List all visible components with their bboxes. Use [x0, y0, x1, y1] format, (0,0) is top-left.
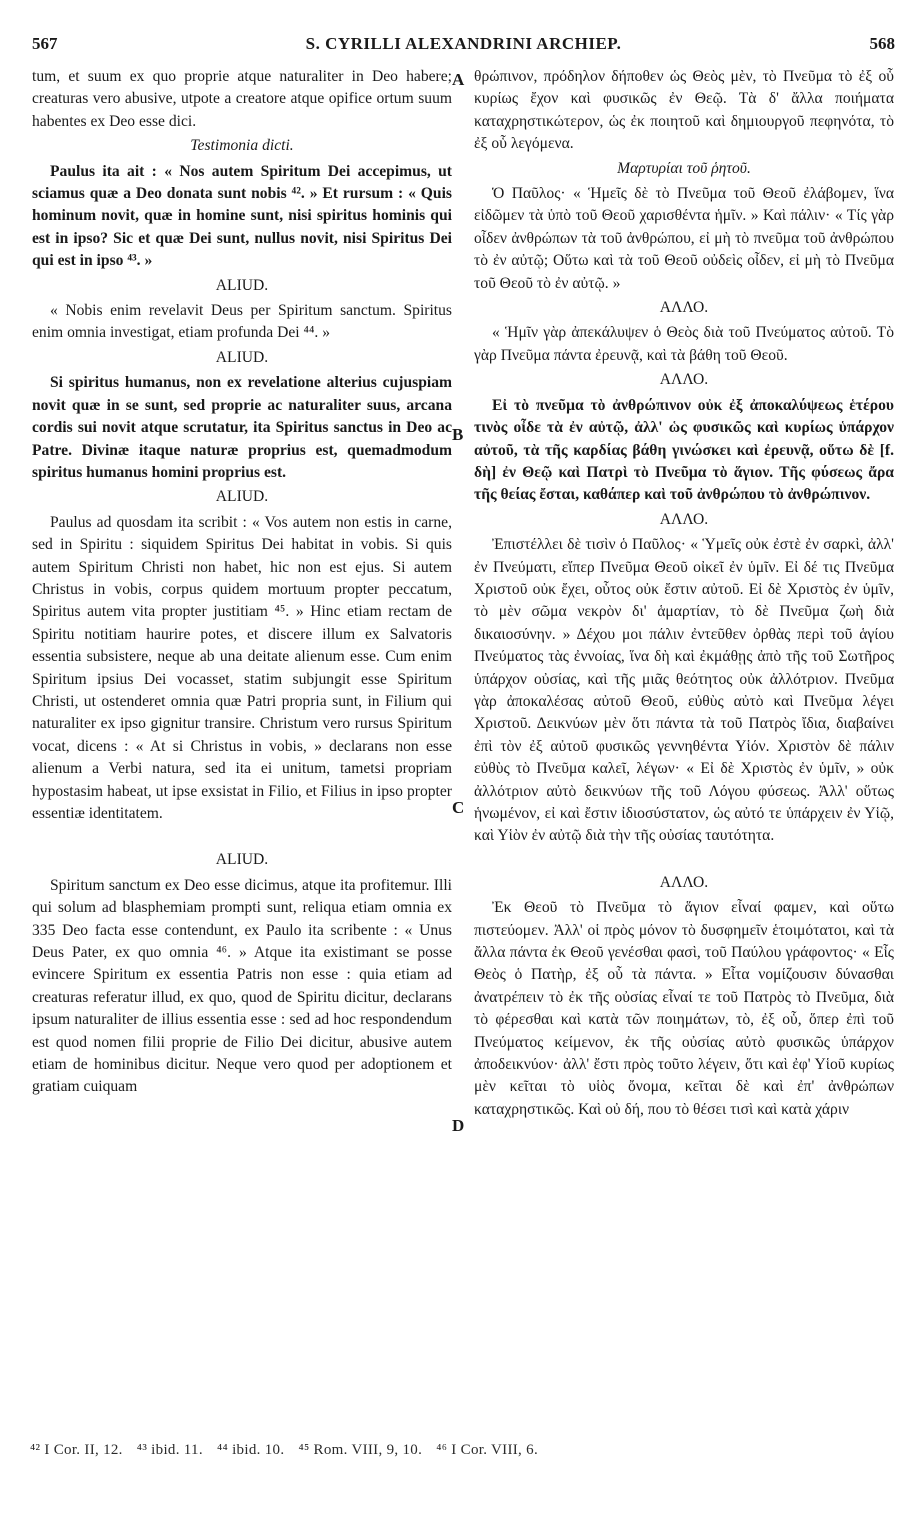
latin-aliud-2: Si spiritus humanus, non ex revelatione alterius cujuspiam novit quæ in se sunt, sed proprie ac naturaliter suus, arcana cordis sui novit atque scrutatur, ita Spiritus sanctus in Deo ac Patre. Divinæ itaque naturæ proprius est, quemadmodum spiritus humanus homini proprius est. [32, 374, 452, 481]
greek-allo-2: Εἰ τὸ πνεῦμα τὸ ἀνθρώπινον οὐκ ἐξ ἀποκαλύψεως ἑτέρου τινὸς οἶδε τὰ ἐν αὐτῷ, ἀλλ' ὡς φυσικῶς καὶ κυρίως ὑπάρχον αὐτοῦ, τὰ τῆς καρδίας βάθη γινώσκει καὶ ἐρευνᾷ, οὕτω δὲ [f. δὴ] ἐν Θεῷ καὶ Πατρὶ τὸ Πνεῦμα τὸ ἅγιον. Τῆς φύσεως ἄρα τῆς θείας ἔσται, καθάπερ καὶ τοῦ ἀνθρώπου τὸ ἀνθρώπινον. [474, 396, 894, 504]
greek-allo-4: Ἐκ Θεοῦ τὸ Πνεῦμα τὸ ἅγιον εἶναί φαμεν, καὶ οὕτω πιστεύομεν. Ἀλλ' οἱ πρὸς μόνον τὸ δυσφημεῖν ἑτοιμότατοι, καὶ τὰ ἄλλα πάντα ἐκ Θεοῦ γενέσθαι φασὶ, τοῦ Παύλου γράφοντος· « Εἷς Θεὸς ὁ Πατὴρ, ἐξ οὗ τὰ πάντα. » Εἶτα νομίζουσιν δύνασθαι ἀνατρέπειν τὸ ἐκ τῆς οὐσίας εἶναί τε τοῦ Πατρὸς τὸ Πνεῦμα, διὰ τὸ φέρεσθαι καὶ κατὰ τῶν ποιημάτων, τὸ, ἐξ οὗ, ὅπερ ἐπὶ τοῦ Πνεύματος κείμενον, ἐκ τῆς οὐσίας αὐτὸ φυσικῶς ὑπάρχον ἀποδεικνύον· ἀλλ' ἔστι πρὸς τοῦτο λέγειν, ὅτι καὶ ἐφ' Υἱοῦ κυρίως μὲν κεῖται τὸ υἱὸς ὄνομα, κεῖται δὲ καὶ ἐπ' ἀνθρώπων καταχρηστικῶς. Καὶ οὐ δή, που τὸ θέσει τισὶ καὶ κατὰ χάριν [474, 899, 894, 1118]
footnote-45: ⁴⁵ Rom. VIII, 9, 10. [298, 1442, 423, 1458]
margin-marker-a: A [452, 70, 465, 89]
greek-allo-3: Ἐπιστέλλει δὲ τισὶν ὁ Παῦλος· « Ὑμεῖς οὐκ ἐστὲ ἐν σαρκὶ, ἀλλ' ἐν Πνεύματι, εἴπερ Πνεῦμα Θεοῦ οἰκεῖ ἐν ὑμῖν. Εἰ δέ τις Πνεῦμα Χριστοῦ οὐκ ἔχει, οὗτος οὐκ ἔστιν αὐτοῦ. Εἰ δὲ Χριστὸς ἐν ὑμῖν, τὸ μὲν σῶμα νεκρὸν δι' ἁμαρτίαν, τὸ δὲ Πνεῦμα ζωὴ διὰ δικαιοσύνην. » Δέχου μοι πάλιν ἐντεῦθεν ὀρθὰς περὶ τοῦ ἁγίου Πνεύματος τὰς ἐννοίας, ἵνα δὴ καὶ ἐκμάθῃς ἀπὸ τῆς τοῦ Σωτῆρος ὑπάρχον οὐσίας, καὶ τῆς μιᾶς θεότητος οὐκ ἀλλότριον. Πνεῦμα γὰρ ἀποκαλέσας αὐτοῦ Θεοῦ, εὐθὺς αὐτὸ καὶ Πνεῦμα λέγει Χριστοῦ. Δεικνύων μὲν ὅτι πάντα τὰ τοῦ Πατρὸς ἴδια, διαβαίνει ἐπὶ τὸν ἐξ αὐτοῦ φυσικῶς γεννηθέντα Υἱόν. Χριστὸν δὲ πάλιν εὐθὺς τὸ Πνεῦμα καλεῖ, λέγων· « Εἰ δὲ Χριστὸς ἐν ὑμῖν, » οὐκ ἀλλότριον αὐτὸ δεικνύων τῆς τοῦ Λόγου φύσεως. Ἀλλ' οὕτως ἡνωμένον, εἰ καὶ ἔστιν ἰδιοσύστατον, ὡς αὐτό τε ὑπάρχειν ἐν Υἱῷ, καὶ Υἱὸν ἐν αὐτῷ διὰ τὴν τῆς οὐσίας ταυτότητα. [474, 536, 894, 845]
footnote-43: ⁴³ ibid. 11. [136, 1442, 203, 1458]
footnote-44: ⁴⁴ ibid. 10. [216, 1442, 285, 1458]
running-title: S. CYRILLI ALEXANDRINI ARCHIEP. [305, 34, 622, 53]
page-number-right: 568 [869, 34, 895, 53]
greek-intro: θρώπινον, πρόδηλον δήποθεν ὡς Θεὸς μὲν, τὸ Πνεῦμα τὸ ἐξ οὗ κυρίως ἔχον καὶ φυσικῶς ἐν Θεῷ. Τὰ δ' ἄλλα ποιήματα καταχρηστικώτερον, ὡς ἐκ ποιητοῦ καὶ δημιουργοῦ πεφηνότα, τὸ ἐξ οὗ λεγόμενα. [474, 68, 894, 153]
latin-testimonia: Paulus ita ait : « Nos autem Spiritum Dei accepimus, ut sciamus quæ a Deo donata sunt nobis ⁴². » Et rursum : « Quis hominum novit, quæ in homine sunt, nisi spiritus hominis qui est in ipso? Sic et quæ Dei sunt, nullus novit, nisi Spiritus Dei qui est in ipso ⁴³. » [32, 162, 452, 270]
page-number-left: 567 [32, 34, 58, 53]
latin-aliud-3: Paulus ad quosdam ita scribit : « Vos autem non estis in carne, sed in Spiritu : siquidem Spiritus Dei habitat in vobis. Si quis autem Spiritum Christi non habet, hic non est ejus. Si autem Christus in vobis, corpus quidem mortuum propter peccatum, Spiritus autem vita propter justitiam ⁴⁵. » Hinc etiam rectam de Spiritu notitiam haurire potes, et discere illum ex Salvatoris essentia subsistere, neque ab una deitate alienum esse. Cum enim Spiritum ipsius Dei vocasset, statim subjungit esse Spiritum Christi, ut ostenderet omnia quæ Patri propria sunt, in Filium qui naturaliter ex ipso gignitur transire. Christum vero rursus Spiritum vocat, dicens : « At si Christus in vobis, » declarans non esse alienum a Verbi natura, sed ita ei unitum, tametsi propriam hypostasim habeat, ut ipse exsistat in Filio, et Filius in ipso propter essentiæ identitatem. [32, 513, 452, 822]
page-header [32, 30, 895, 60]
greek-martyriai: Ὁ Παῦλος· « Ἡμεῖς δὲ τὸ Πνεῦμα τοῦ Θεοῦ ἐλάβομεν, ἵνα εἰδῶμεν τὰ ὑπὸ τοῦ Θεοῦ χαρισθέντα ἡμῖν. » Καὶ πάλιν· « Τίς γὰρ οἶδεν ἀνθρώπων τὰ τοῦ ἀνθρώπου, εἰ μὴ τὸ πνεῦμα τοῦ ἀνθρώπου τὸ ἐν αὐτῷ; Οὕτω καὶ τὰ τοῦ Θεοῦ οὐδεὶς οἶδεν, εἰ μὴ τὸ Πνεῦμα τοῦ Θεοῦ τὸ ἐν αὐτῷ. » [474, 185, 894, 292]
greek-heading-allo-4: ΑΛΛΟ. [659, 873, 709, 891]
latin-heading-aliud-2: ALIUD. [215, 348, 269, 366]
footnote-42: ⁴² I Cor. II, 12. [30, 1442, 123, 1458]
latin-heading-aliud-3: ALIUD. [215, 488, 269, 506]
latin-heading-aliud-4: ALIUD. [215, 851, 269, 869]
latin-intro: tum, et suum ex quo proprie atque naturaliter in Deo habere; creaturas vero abusive, utpote a creatore atque opifice ortum suum habentes ex Deo esse dici. [32, 68, 452, 130]
margin-marker-c: C [452, 798, 465, 817]
greek-heading-allo-2: ΑΛΛΟ. [659, 371, 709, 389]
latin-heading-testimonia: Testimonia dicti. [190, 137, 294, 155]
greek-heading-allo-1: ΑΛΛΟ. [659, 299, 709, 317]
margin-marker-b: B [452, 425, 464, 444]
latin-aliud-4: Spiritum sanctum ex Deo esse dicimus, atque ita profitemur. Illi qui solum ad blasphemiam prompti sunt, reliqua etiam omnia ex 335 Deo facta esse contendunt, ex Paulo ita scribente : « Unus Deus Pater, ex quo omnia ⁴⁶. » Atque ita existimant se posse evincere Spiritum ex essentia Patris non esse : quia etiam ad creaturas referatur illud, ex quo, quod de Spiritu dicitur, declarans ipsum naturaliter de illius essentia esse : sed ad hoc respondendum est quod nomen filii proprie de Filio Dei dicitur, abusive autem etiam de hominibus dicitur. Neque vero quod per adoptionem et gratiam cuiquam [32, 876, 452, 1096]
footnote-46: ⁴⁶ I Cor. VIII, 6. [436, 1442, 539, 1458]
latin-column [32, 66, 452, 1099]
greek-allo-1: « Ἡμῖν γὰρ ἀπεκάλυψεν ὁ Θεὸς διὰ τοῦ Πνεύματος αὐτοῦ. Τὸ γὰρ Πνεῦμα πάντα ἐρευνᾷ, καὶ τὰ βάθη τοῦ Θεοῦ. [474, 324, 894, 364]
margin-marker-d: D [452, 1116, 465, 1135]
latin-heading-aliud-1: ALIUD. [215, 276, 269, 294]
greek-heading-martyriai: Μαρτυρίαι τοῦ ῥητοῦ. [617, 159, 751, 177]
greek-heading-allo-3: ΑΛΛΟ. [659, 510, 709, 528]
latin-aliud-1: « Nobis enim revelavit Deus per Spiritum sanctum. Spiritus enim omnia investigat, etiam profunda Dei ⁴⁴. » [32, 302, 452, 342]
greek-column [474, 66, 894, 1121]
footnotes [30, 1442, 893, 1459]
